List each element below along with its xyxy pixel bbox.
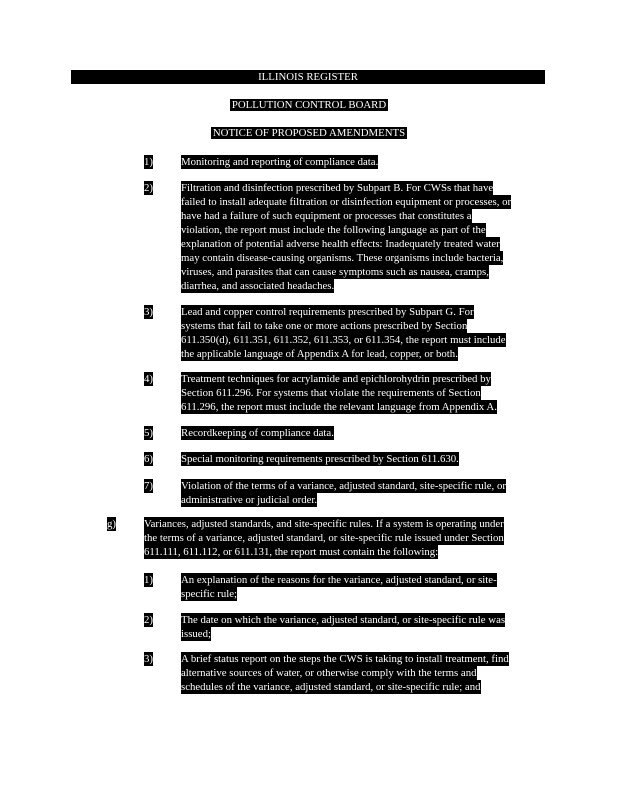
register-title-bar — [71, 70, 545, 84]
item-3-line: 611.350(d), 611.351, 611.352, 611.353, or 611.354, the report must include — [181, 334, 506, 346]
item-4-line: 611.296, the report must include the relevant language from Appendix A. — [181, 401, 497, 413]
item-3-line: the applicable language of Appendix A for lead, copper, or both. — [181, 348, 458, 360]
item-2-line: failed to install adequate filtration or disinfection equipment or processes, or — [181, 196, 512, 208]
notice-title: NOTICE OF PROPOSED AMENDMENTS — [212, 127, 406, 139]
board-title-wrap — [0, 98, 618, 112]
item-6-line: Special monitoring requirements prescribed by Section 611.630. — [181, 453, 459, 465]
item-6-label: 6) — [144, 453, 153, 465]
subitem-3-line: A brief status report on the steps the CWS is taking to install treatment, find — [181, 653, 509, 665]
item-2-line: explanation of potential adverse health effects: Inadequately treated water — [181, 238, 500, 250]
section-g-label: g) — [107, 518, 116, 530]
item-2-line: may contain disease-causing organisms. These organisms include bacteria, — [181, 252, 504, 264]
item-3-line: systems that fail to take one or more actions prescribed by Section — [181, 320, 468, 332]
section-g-line: Variances, adjusted standards, and site-specific rules. If a system is operating under — [144, 518, 504, 530]
item-3-line: Lead and copper control requirements prescribed by Subpart G. For — [181, 306, 474, 318]
item-2-line: have had a failure of such equipment or processes that constitutes a — [181, 210, 472, 222]
item-4-line: Section 611.296. For systems that violate the requirements of Section — [181, 387, 481, 399]
item-4-line: Treatment techniques for acrylamide and epichlorohydrin prescribed by — [181, 373, 491, 385]
board-title: POLLUTION CONTROL BOARD — [231, 99, 387, 111]
item-3-label: 3) — [144, 306, 153, 318]
item-5-label: 5) — [144, 427, 153, 439]
section-g-line: the terms of a variance, adjusted standard, or site-specific rule issued under Section — [144, 532, 504, 544]
item-2-line: violation, the report must include the following language as part of the — [181, 224, 486, 236]
register-title: ILLINOIS REGISTER — [258, 71, 358, 83]
item-7-line: Violation of the terms of a variance, adjusted standard, site-specific rule, or — [181, 480, 506, 492]
subitem-3-label: 3) — [144, 653, 153, 665]
subitem-1-line: specific rule; — [181, 588, 238, 600]
subitem-3-line: schedules of the variance, adjusted standard, or site-specific rule; and — [181, 681, 481, 693]
item-1-line: Monitoring and reporting of compliance data. — [181, 156, 379, 168]
subitem-2-line: issued; — [181, 628, 211, 640]
section-g-line: 611.111, 611.112, or 611.131, the report must contain the following: — [144, 546, 439, 558]
item-4-label: 4) — [144, 373, 153, 385]
item-1-label: 1) — [144, 156, 153, 168]
item-5-line: Recordkeeping of compliance data. — [181, 427, 334, 439]
item-2-line: Filtration and disinfection prescribed by Subpart B. For CWSs that have — [181, 182, 494, 194]
subitem-1-label: 1) — [144, 574, 153, 586]
subitem-2-line: The date on which the variance, adjusted standard, or site-specific rule was — [181, 614, 506, 626]
item-2-line: viruses, and parasites that can cause symptoms such as nausea, cramps, — [181, 266, 489, 278]
notice-title-wrap — [0, 126, 618, 140]
subitem-1-line: An explanation of the reasons for the variance, adjusted standard, or site- — [181, 574, 497, 586]
item-7-line: administrative or judicial order. — [181, 494, 318, 506]
subitem-3-line: alternative sources of water, or otherwise comply with the terms and — [181, 667, 477, 679]
item-2-line: diarrhea, and associated headaches. — [181, 280, 335, 292]
item-7-label: 7) — [144, 480, 153, 492]
item-2-label: 2) — [144, 182, 153, 194]
subitem-2-label: 2) — [144, 614, 153, 626]
